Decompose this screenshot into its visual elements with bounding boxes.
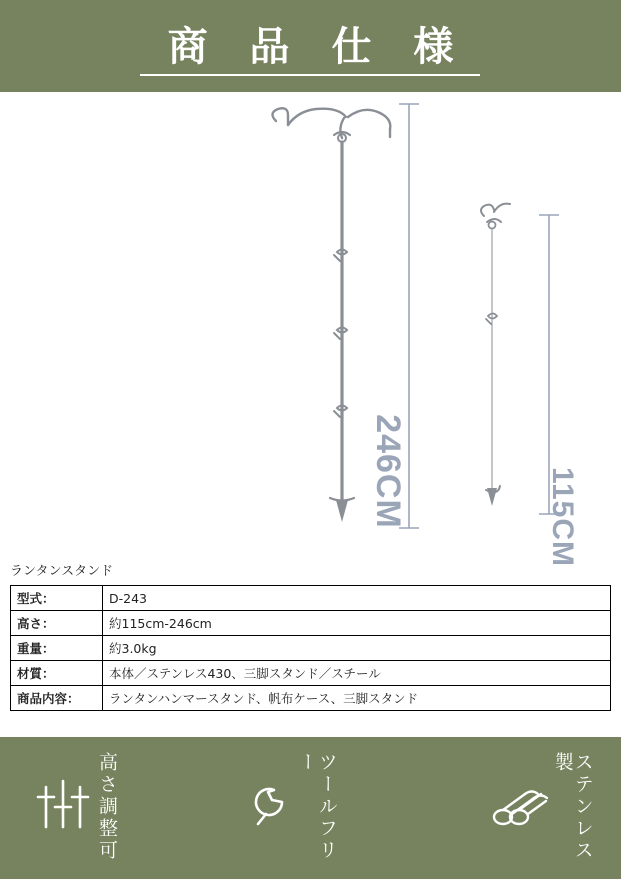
spec-value: 約115cm-246cm: [103, 611, 611, 636]
feature-tool-free: [236, 737, 336, 879]
feature-label: ステンレス製: [551, 752, 594, 862]
spec-key: 高さ：: [11, 611, 103, 636]
spec-value: 本体／ステンレス430、三脚スタンド／スチール: [103, 661, 611, 686]
spec-key: 商品内容：: [11, 686, 103, 711]
stainless-rods-icon: [486, 773, 552, 844]
table-row: [11, 611, 611, 636]
spec-table: [10, 585, 611, 711]
feature-label: ツールフリー: [295, 752, 338, 862]
title-underline: [140, 74, 480, 76]
spec-key: 重量：: [11, 636, 103, 661]
page-title: [0, 0, 621, 92]
table-row: [11, 586, 611, 611]
footer-features: [0, 737, 621, 879]
spec-value: 約3.0kg: [103, 636, 611, 661]
diagram-svg: [0, 92, 621, 560]
feature-label: 高さ調整可: [95, 752, 118, 862]
dimension-label-115: 115CM: [546, 466, 580, 568]
table-row: [11, 636, 611, 661]
spec-section: [10, 560, 611, 711]
dimension-label-246: 246CM: [368, 414, 407, 529]
page-header: [0, 0, 621, 92]
spec-caption: ランタンスタンド: [10, 564, 114, 579]
spec-key: 材質：: [11, 661, 103, 686]
spec-value: D-243: [103, 586, 611, 611]
height-adjust-icon: [30, 773, 96, 844]
page-title-text: 商 品 仕 様: [167, 23, 468, 70]
feature-height-adjust: [30, 737, 116, 879]
spec-value: ランタンハンマースタンド、帆布ケース、三脚スタンド: [103, 686, 611, 711]
table-row: [11, 686, 611, 711]
feature-stainless: [486, 737, 592, 879]
short-stand-illustration: [481, 204, 510, 506]
wrench-icon: [236, 776, 296, 841]
spec-key: 型式：: [11, 586, 103, 611]
product-diagram: [0, 92, 621, 568]
table-row: [11, 661, 611, 686]
